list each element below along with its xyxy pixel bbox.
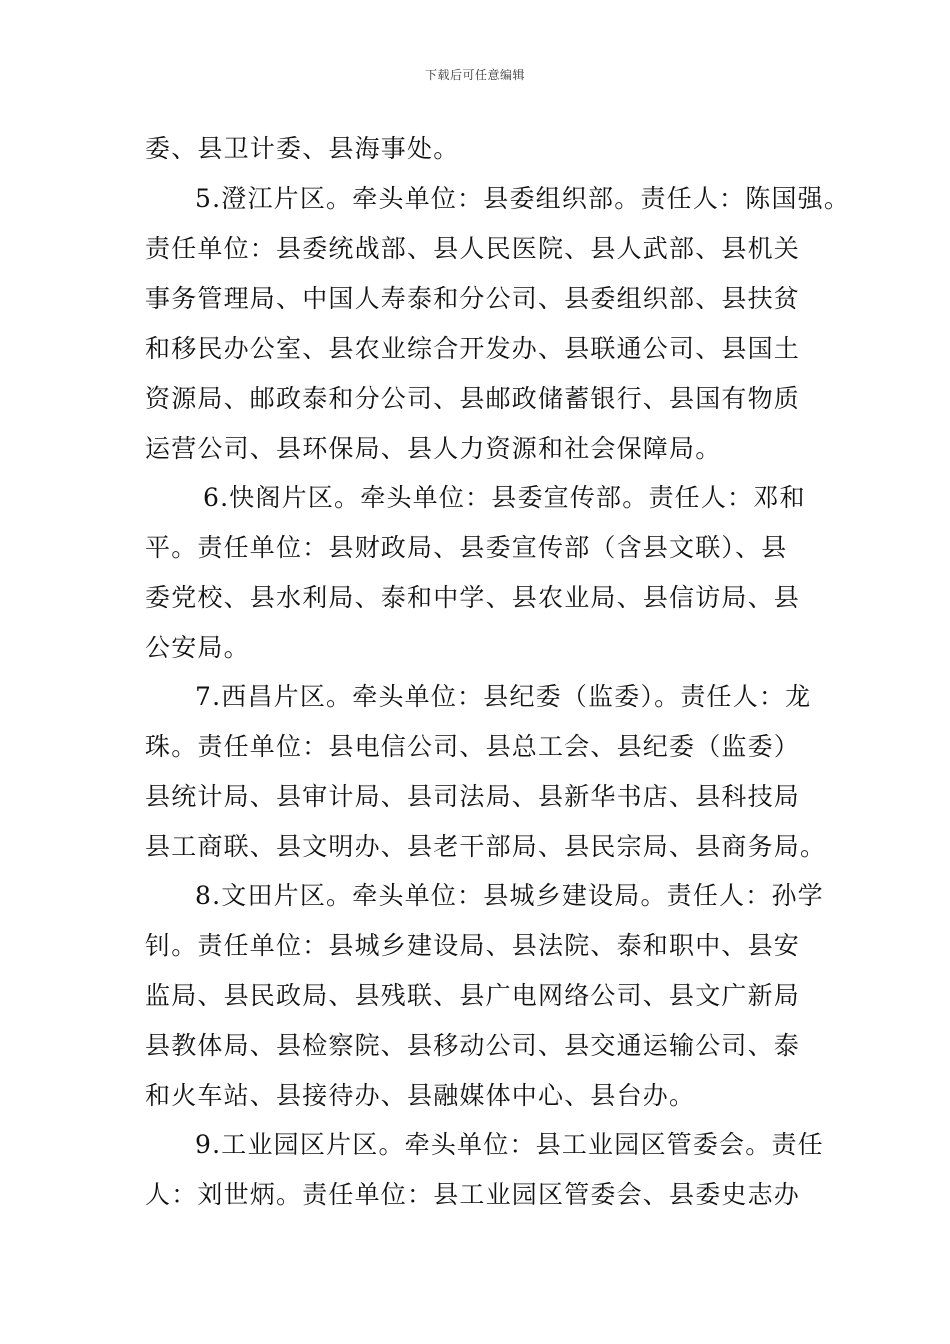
text-line: 委党校、县水利局、泰和中学、县农业局、县信访局、县 (145, 583, 801, 612)
text-line: 和火车站、县接待办、县融媒体中心、县台办。 (145, 1081, 696, 1110)
text-line: 县教体局、县检察院、县移动公司、县交通运输公司、泰 (145, 1031, 801, 1060)
paragraph-start-line: 8.文田片区。牵头单位：县城乡建设局。责任人：孙学 (195, 881, 824, 910)
text-line: 事务管理局、中国人寿泰和分公司、县委组织部、县扶贫 (145, 284, 801, 313)
text-line: 县工商联、县文明办、县老干部局、县民宗局、县商务局。 (145, 832, 827, 861)
text-line: 委、县卫计委、县海事处。 (145, 134, 460, 163)
paragraph-start-line: 7.西昌片区。牵头单位：县纪委（监委）。责任人：龙 (195, 682, 812, 711)
page-header: 下载后可任意编辑 (424, 68, 525, 82)
text-line: 钊。责任单位：县城乡建设局、县法院、泰和职中、县安 (145, 931, 801, 960)
paragraph-start-line: 5.澄江片区。牵头单位：县委组织部。责任人：陈国强。 (195, 184, 851, 213)
text-line: 公安局。 (145, 633, 250, 662)
text-line: 平。责任单位：县财政局、县委宣传部（含县文联）、县 (145, 533, 788, 562)
text-line: 和移民办公室、县农业综合开发办、县联通公司、县国土 (145, 334, 801, 363)
text-line: 责任单位：县委统战部、县人民医院、县人武部、县机关 (145, 234, 801, 263)
paragraph-start-line: 6.快阁片区。牵头单位：县委宣传部。责任人：邓和 (203, 483, 806, 512)
text-line: 运营公司、县环保局、县人力资源和社会保障局。 (145, 434, 722, 463)
paragraph-start-line: 9.工业园区片区。牵头单位：县工业园区管委会。责任 (195, 1130, 824, 1159)
text-line: 县统计局、县审计局、县司法局、县新华书店、县科技局 (145, 782, 801, 811)
text-line: 珠。责任单位：县电信公司、县总工会、县纪委（监委） (145, 732, 801, 761)
text-line: 人：刘世炳。责任单位：县工业园区管委会、县委史志办 (145, 1180, 801, 1209)
text-line: 监局、县民政局、县残联、县广电网络公司、县文广新局 (145, 981, 801, 1010)
text-line: 资源局、邮政泰和分公司、县邮政储蓄银行、县国有物质 (145, 384, 801, 413)
